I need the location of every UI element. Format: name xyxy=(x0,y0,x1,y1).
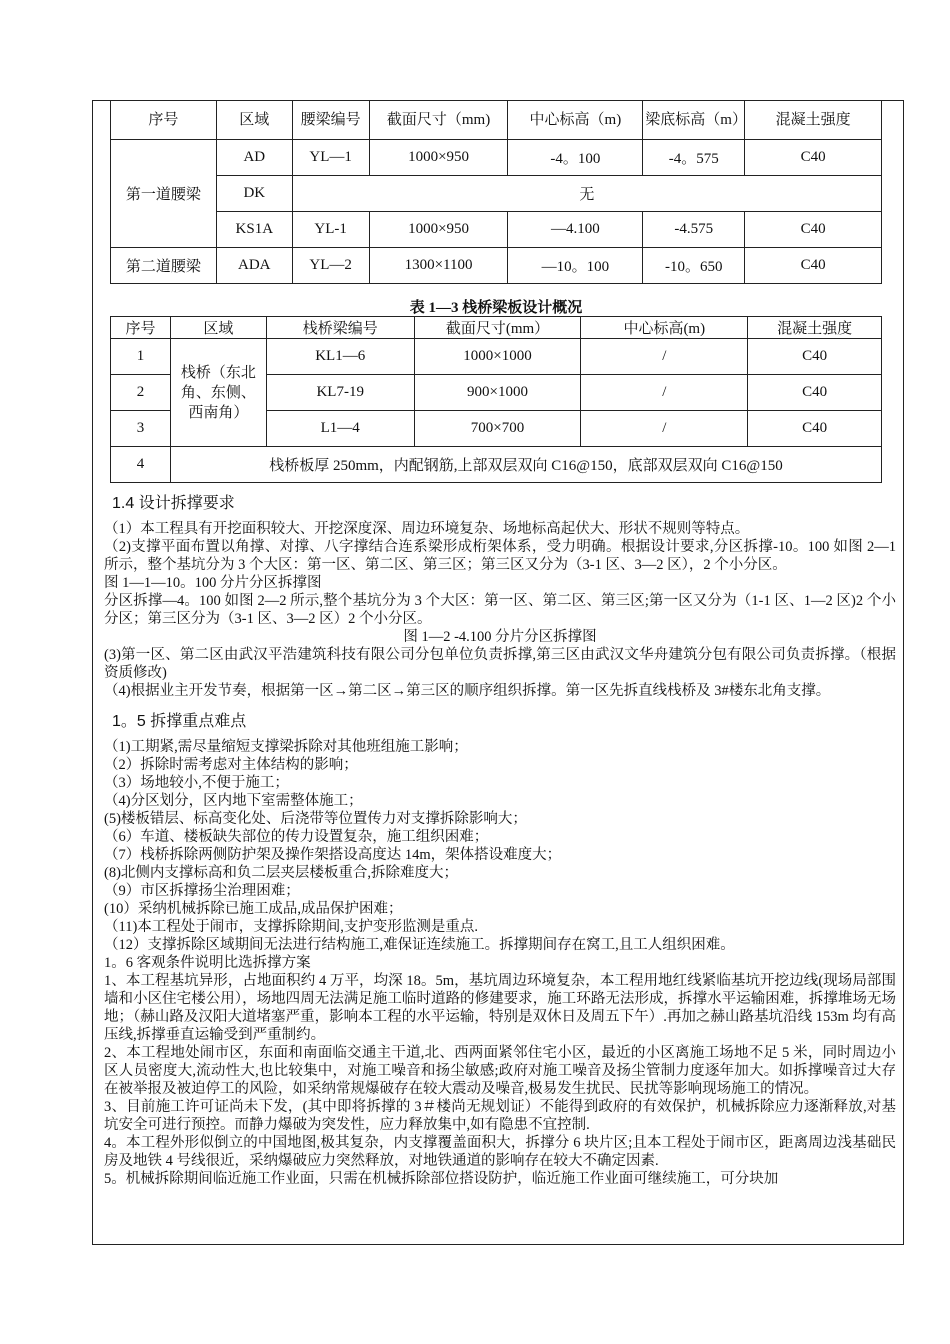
region-cell: 栈桥（东北角、东侧、西南角） xyxy=(170,339,266,447)
table-row xyxy=(111,140,882,176)
table-cell: ADA xyxy=(216,248,292,284)
table-cell: C40 xyxy=(745,140,882,176)
group-label: 第二道腰梁 xyxy=(111,248,217,284)
list-item: (8)北侧内支撑标高和负二层夹层楼板重合,拆除难度大； xyxy=(104,865,459,881)
table-cell: C40 xyxy=(748,411,882,447)
table-cell: 1000×950 xyxy=(369,212,508,248)
list-item: （1)工期紧,需尽量缩短支撑梁拆除对其他班组施工影响； xyxy=(104,739,468,755)
table-row xyxy=(111,212,882,248)
section-heading: 1.4 设计拆撑要求 xyxy=(112,495,235,512)
table-caption: 表 1—3 栈桥梁板设计概况 xyxy=(409,300,583,316)
table-cell: 2 xyxy=(111,375,171,411)
section-heading: 1。6 客观条件说明比选拆撑方案 xyxy=(104,955,311,971)
header-cell: 截面尺寸(mm） xyxy=(414,317,581,339)
paragraph: （2)支撑平面布置以角撑、对撑、八字撑结合连系梁形成桁架体系，受力明确。根据设计要求,分区拆撑-10。100 如图 2—1 所示，整个基坑分为 3 个大区：第一区、第二区、第三区；第三区又分为（3-1 区、3—2 区），2 个小分区。 xyxy=(104,539,896,573)
table-cell: 700×700 xyxy=(414,411,581,447)
table-cell: -4。575 xyxy=(643,140,745,176)
waist-beam-table xyxy=(110,100,882,284)
table-cell: 1 xyxy=(111,339,171,375)
table-cell: 1000×1000 xyxy=(414,339,581,375)
table-cell: / xyxy=(581,339,748,375)
table-cell: KL7-19 xyxy=(266,375,414,411)
list-item: （2）拆除时需考虑对主体结构的影响； xyxy=(104,757,358,773)
list-item: （6）车道、楼板缺失部位的传力设置复杂，施工组织困难； xyxy=(104,829,489,845)
paragraph: 1、本工程基坑异形，占地面积约 4 万平，均深 18。5m，基坑周边环境复杂，本工程用地红线紧临基坑开挖边线(现场局部围墙和小区住宅楼公用），场地四周无法满足施工临时道路的修建要求，施工环路无法形成，拆撑水平运输困难，拆撑堆场无场地；（赫山路及汉阳大道堵塞严重，影响本工程的水平运输，特别是双休日及周五下午）.再加之赫山路基坑沿线 153m 均有高压线,拆撑垂直运输受到严重制约。 xyxy=(104,973,896,1043)
table-cell: L1—4 xyxy=(266,411,414,447)
paragraph: (3)第一区、第二区由武汉平浩建筑科技有限公司分包单位负责拆撑,第三区由武汉文华舟建筑分包有限公司负责拆撑。（根据资质修改) xyxy=(104,647,896,681)
list-item: （11)本工程处于闹市，支撑拆除期间,支护变形监测是重点. xyxy=(104,919,479,935)
header-cell: 混凝土强度 xyxy=(748,317,882,339)
header-cell: 腰梁编号 xyxy=(292,101,369,140)
table-row xyxy=(111,248,882,284)
table-cell: YL—2 xyxy=(292,248,369,284)
figure-caption: 图 1—1—10。100 分片分区拆撑图 xyxy=(104,575,322,591)
table-cell: 无 xyxy=(292,176,881,212)
header-cell: 序号 xyxy=(111,317,171,339)
body-text xyxy=(104,492,896,1188)
table-cell: DK xyxy=(216,176,292,212)
table-cell: 900×1000 xyxy=(414,375,581,411)
header-cell: 中心标高（m) xyxy=(508,101,643,140)
header-cell: 区域 xyxy=(170,317,266,339)
table-cell: C40 xyxy=(748,339,882,375)
list-item: (5)楼板错层、标高变化处、后浇带等位置传力对支撑拆除影响大； xyxy=(104,811,527,827)
table-cell: KL1—6 xyxy=(266,339,414,375)
list-item: （9）市区拆撑扬尘治理困难； xyxy=(104,883,300,899)
list-item: （12）支撑拆除区域期间无法进行结构施工,难保证连续施工。拆撑期间存在窝工,且工人组织困难。 xyxy=(104,937,735,953)
paragraph: （4)根据业主开发节奏，根据第一区→第二区→第三区的顺序组织拆撑。第一区先拆直线栈桥及 3#楼东北角支撑。 xyxy=(104,683,831,699)
table-cell: —10。100 xyxy=(508,248,643,284)
paragraph: 3、目前施工许可证尚未下发，(其中即将拆撑的 3＃楼尚无规划证）不能得到政府的有效保护，机械拆除应力逐渐释放,对基坑安全可进行预控。而静力爆破为突发性，应力释放集中,如有隐患不宜控制. xyxy=(104,1099,896,1133)
table-cell: AD xyxy=(216,140,292,176)
list-item: （3）场地较小,不便于施工； xyxy=(104,775,289,791)
header-cell: 混凝土强度 xyxy=(745,101,882,140)
list-item: （7）栈桥拆除两侧防护架及操作架搭设高度达 14m，架体搭设难度大； xyxy=(104,847,562,863)
header-cell: 栈桥梁编号 xyxy=(266,317,414,339)
table-cell: -10。650 xyxy=(643,248,745,284)
group-label: 第一道腰梁 xyxy=(111,140,217,248)
section-heading: 1。5 拆撑重点难点 xyxy=(112,713,247,730)
table-cell: C40 xyxy=(745,212,882,248)
header-cell: 梁底标高（m） xyxy=(643,101,745,140)
list-item: (10）采纳机械拆除已施工成品,成品保护困难； xyxy=(104,901,403,917)
header-cell: 截面尺寸（mm) xyxy=(369,101,508,140)
paragraph: 4。本工程外形似倒立的中国地图,极其复杂，内支撑覆盖面积大，拆撑分 6 块片区;且本工程处于闹市区，距离周边浅基础民房及地铁 4 号线很近，采纳爆破应力突然释放，对地铁通道的影响存在较大不确定因素. xyxy=(104,1135,896,1169)
paragraph: 2、本工程地处闹市区，东面和南面临交通主干道,北、西两面紧邻住宅小区，最近的小区离施工场地不足 5 米，同时周边小区人员密度大,流动性大,也比较集中，对施工噪音和扬尘敏感;政府对施工噪音及扬尘管制力度逐年加大。如拆撑噪音过大存在被举报及被迫停工的风险，如采纳常规爆破存在较大震动及噪音,极易发生扰民、民扰等影响现场施工的情况。 xyxy=(104,1045,896,1097)
table-cell: 1000×950 xyxy=(369,140,508,176)
table-header-row xyxy=(111,317,882,339)
table-header-row xyxy=(111,101,882,140)
trestle-beam-table xyxy=(110,316,882,483)
header-cell: 中心标高(m) xyxy=(581,317,748,339)
figure-caption: 图 1—2 -4.100 分片分区拆撑图 xyxy=(403,629,597,645)
paragraph: 分区拆撑—4。100 如图 2—2 所示,整个基坑分为 3 个大区：第一区、第二区、第三区;第一区又分为（1-1 区、1—2 区)2 个小分区；第三区分为（3-1 区、3—2 区）2 个小分区。 xyxy=(104,593,896,627)
table-cell: KS1A xyxy=(216,212,292,248)
header-cell: 序号 xyxy=(111,101,217,140)
table-cell: / xyxy=(581,411,748,447)
table-cell: YL—1 xyxy=(292,140,369,176)
table-row xyxy=(111,176,882,212)
table-row xyxy=(111,447,882,483)
table-cell: 1300×1100 xyxy=(369,248,508,284)
table-cell: C40 xyxy=(745,248,882,284)
table-cell: YL-1 xyxy=(292,212,369,248)
table-row xyxy=(111,339,882,375)
table-cell: —4.100 xyxy=(508,212,643,248)
table-cell: / xyxy=(581,375,748,411)
table-cell: 栈桥板厚 250mm，内配钢筋,上部双层双向 C16@150，底部双层双向 C16@150 xyxy=(170,447,881,483)
table-cell: 4 xyxy=(111,447,171,483)
paragraph: 5。机械拆除期间临近施工作业面，只需在机械拆除部位搭设防护，临近施工作业面可继续施工，可分块加 xyxy=(104,1171,779,1187)
paragraph: （1）本工程具有开挖面积较大、开挖深度深、周边环境复杂、场地标高起伏大、形状不规则等特点。 xyxy=(104,521,750,537)
table-cell: C40 xyxy=(748,375,882,411)
table-cell: 3 xyxy=(111,411,171,447)
table-cell: -4.575 xyxy=(643,212,745,248)
list-item: （4)分区划分，区内地下室需整体施工； xyxy=(104,793,363,809)
header-cell: 区域 xyxy=(216,101,292,140)
table-cell: -4。100 xyxy=(508,140,643,176)
